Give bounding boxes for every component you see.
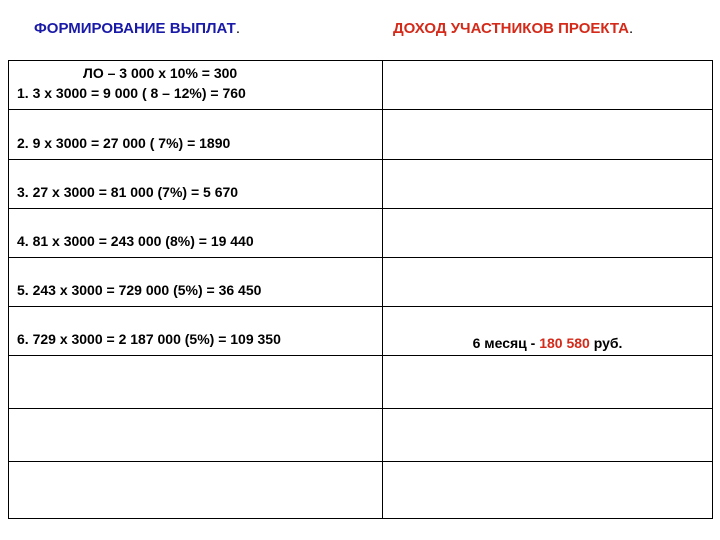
income-cell xyxy=(383,258,713,307)
income-heading xyxy=(393,20,633,37)
income-cell xyxy=(383,462,713,519)
income-cell xyxy=(383,61,713,110)
table-row xyxy=(9,61,713,110)
payout-cell xyxy=(9,409,383,462)
payout-formula: 3. 27 х 3000 = 81 000 (7%) = 5 670 xyxy=(17,184,239,200)
table-row xyxy=(9,462,713,519)
income-cell xyxy=(383,209,713,258)
payout-cell xyxy=(9,209,383,258)
income-cell xyxy=(383,160,713,209)
payout-cell xyxy=(9,258,383,307)
heading-dot: . xyxy=(628,20,634,37)
payout-formula: 5. 243 х 3000 = 729 000 (5%) = 36 450 xyxy=(17,282,262,298)
payout-cell xyxy=(9,462,383,519)
table-row xyxy=(9,209,713,258)
income-cell xyxy=(383,307,713,356)
payout-formula: 6. 729 х 3000 = 2 187 000 (5%) = 109 350 xyxy=(17,331,281,347)
heading-dot: . xyxy=(235,20,240,37)
payout-formula: 2. 9 х 3000 = 27 000 ( 7%) = 1890 xyxy=(17,135,231,151)
income-cell xyxy=(383,356,713,409)
income-cell xyxy=(383,110,713,160)
payout-cell xyxy=(9,61,383,110)
lo-formula: ЛО – 3 000 х 10% = 300 xyxy=(83,65,238,81)
income-heading-text: ДОХОД УЧАСТНИКОВ ПРОЕКТА xyxy=(393,20,629,37)
payout-formula: 4. 81 х 3000 = 243 000 (8%) = 19 440 xyxy=(17,233,254,249)
payout-cell xyxy=(9,160,383,209)
payout-heading-text: ФОРМИРОВАНИЕ ВЫПЛАТ xyxy=(34,20,236,37)
table-row xyxy=(9,409,713,462)
income-prefix: 6 месяц - xyxy=(472,335,540,351)
payout-table xyxy=(8,60,713,519)
income-suffix: руб. xyxy=(589,335,623,351)
payout-cell xyxy=(9,356,383,409)
table-row xyxy=(9,160,713,209)
table-row xyxy=(9,307,713,356)
payout-cell xyxy=(9,110,383,160)
table-row xyxy=(9,356,713,409)
payout-formula: 1. 3 х 3000 = 9 000 ( 8 – 12%) = 760 xyxy=(17,85,246,101)
income-value: 180 580 xyxy=(539,335,590,351)
payout-cell xyxy=(9,307,383,356)
table-row xyxy=(9,258,713,307)
table-row xyxy=(9,110,713,160)
payout-heading xyxy=(34,20,240,37)
income-cell xyxy=(383,409,713,462)
